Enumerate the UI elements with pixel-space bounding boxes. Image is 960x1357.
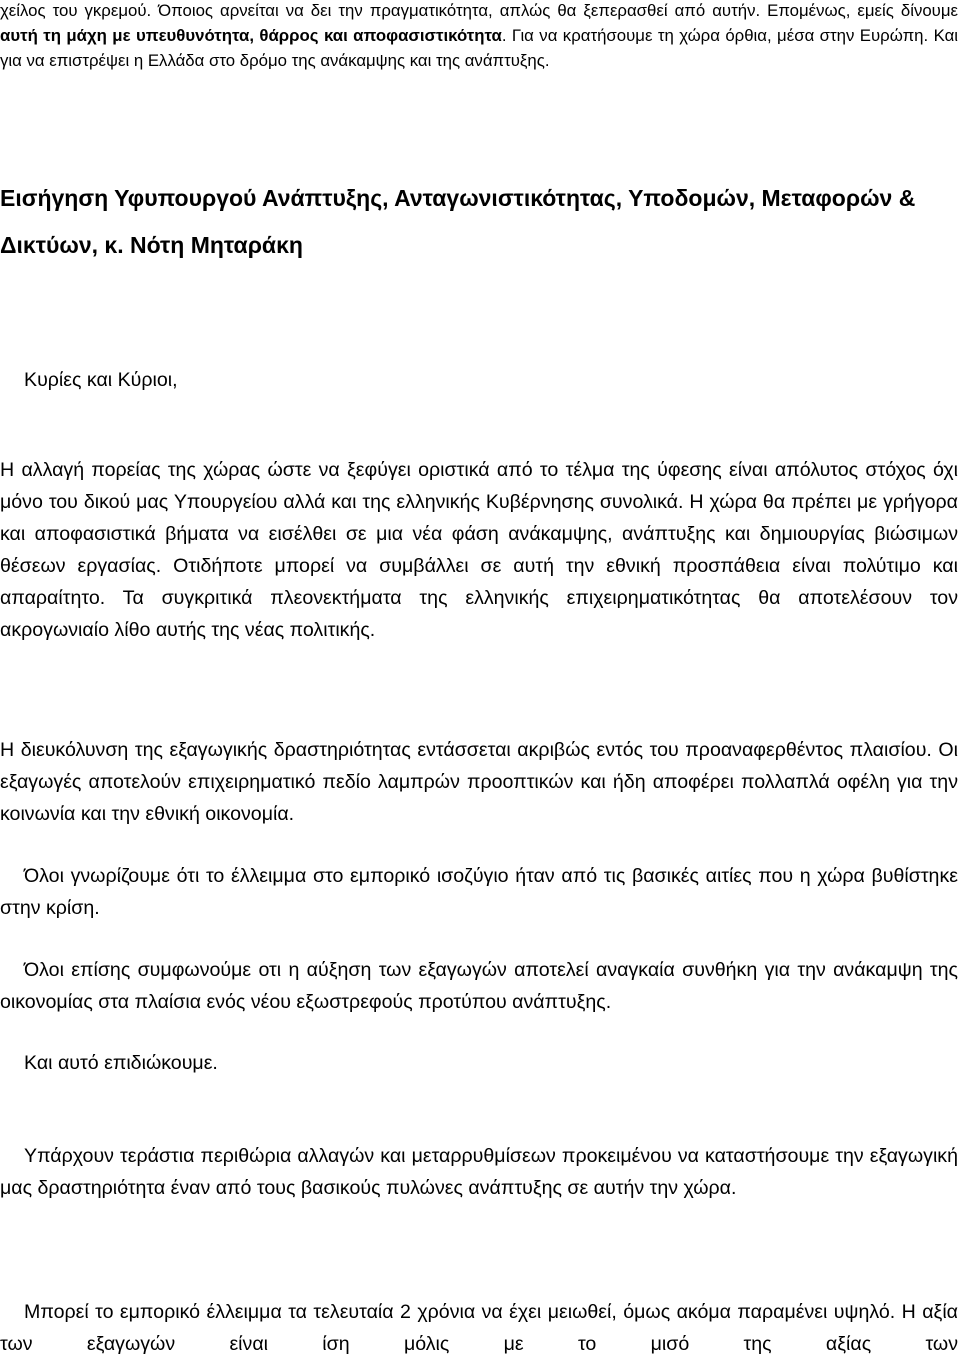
intro-paragraph (0, 0, 958, 73)
paragraph-3: Όλοι γνωρίζουμε ότι το έλλειμμα στο εμπορικό ισοζύγιο ήταν από τις βασικές αιτίες που η χώρα βυθίστηκε στην κρίση. (0, 865, 958, 919)
intro-text: χείλος του γκρεμού. Όποιος αρνείται να δει την πραγματικότητα, απλώς θα ξεπερασθεί από αυτήν. Επομένως, εμείς δίνουμε (0, 1, 958, 20)
paragraph-2: Η διευκόλυνση της εξαγωγικής δραστηριότητας εντάσσεται ακριβώς εντός του προαναφερθέντος πλαισίου. Οι εξαγωγές αποτελούν επιχειρηματικό πεδίο λαμπρών προοπτικών και ήδη αποφέρει πολλαπλά οφέλη για την κοινωνία και την εθνική οικονομία. (0, 739, 958, 825)
paragraph-1: Η αλλαγή πορείας της χώρας ώστε να ξεφύγει οριστικά από το τέλμα της ύφεσης είναι απόλυτος στόχος όχι μόνο του δικού μας Υπουργείου αλλά και της ελληνικής Κυβέρνησης συνολικά. Η χώρα θα πρέπει με γρήγορα και αποφασιστικά βήματα να εισέλθει σε μια νέα φάση ανάκαμψης, ανάπτυξης και δημιουργίας βιώσιμων θέσεων εργασίας. Οτιδήποτε μπορεί να συμβάλλει σε αυτή την εθνική προσπάθεια είναι πολύτιμο και απαραίτητο. Τα συγκριτικά πλεονεκτήματα της ελληνικής επιχειρηματικότητας θα αποτελέσουν τον ακρογωνιαίο λίθο αυτής της νέας πολιτικής. (0, 459, 958, 641)
paragraph-5: Και αυτό επιδιώκουμε. (24, 1052, 218, 1074)
intro-bold-text: αυτή τη μάχη με υπευθυνότητα, θάρρος και αποφασιστικότητα (0, 26, 502, 45)
paragraph-6: Υπάρχουν τεράστια περιθώρια αλλαγών και μεταρρυθμίσεων προκειμένου να καταστήσουμε την εξαγωγική μας δραστηριότητα έναν από τους βασικούς πυλώνες ανάπτυξης σε αυτήν την χώρα. (0, 1145, 958, 1199)
speech-heading: Εισήγηση Υφυπουργού Ανάπτυξης, Ανταγωνιστικότητας, Υποδομών, Μεταφορών & Δικτύων, κ. Νότη Μηταράκη (0, 185, 916, 258)
paragraph-4: Όλοι επίσης συμφωνούμε οτι η αύξηση των εξαγωγών αποτελεί αναγκαία συνθήκη για την ανάκαμψη της οικονομίας στα πλαίσια ενός νέου εξωστρεφούς προτύπου ανάπτυξης. (0, 959, 958, 1013)
greeting-paragraph: Κυρίες και Κύριοι, (24, 369, 178, 391)
intro-text-rest: . Για να κρατήσουμε τη χώρα όρθια, μέσα στην Ευρώπη. Και για να επιστρέψει η Ελλάδα στο δρόμο της ανάκαμψης και της ανάπτυξης. (0, 26, 958, 70)
paragraph-7: Μπορεί το εμπορικό έλλειμμα τα τελευταία 2 χρόνια να έχει μειωθεί, όμως ακόμα παραμένει υψηλό. Η αξία των εξαγωγών είναι ίση μόλις με το μισό της αξίας των (0, 1301, 958, 1355)
